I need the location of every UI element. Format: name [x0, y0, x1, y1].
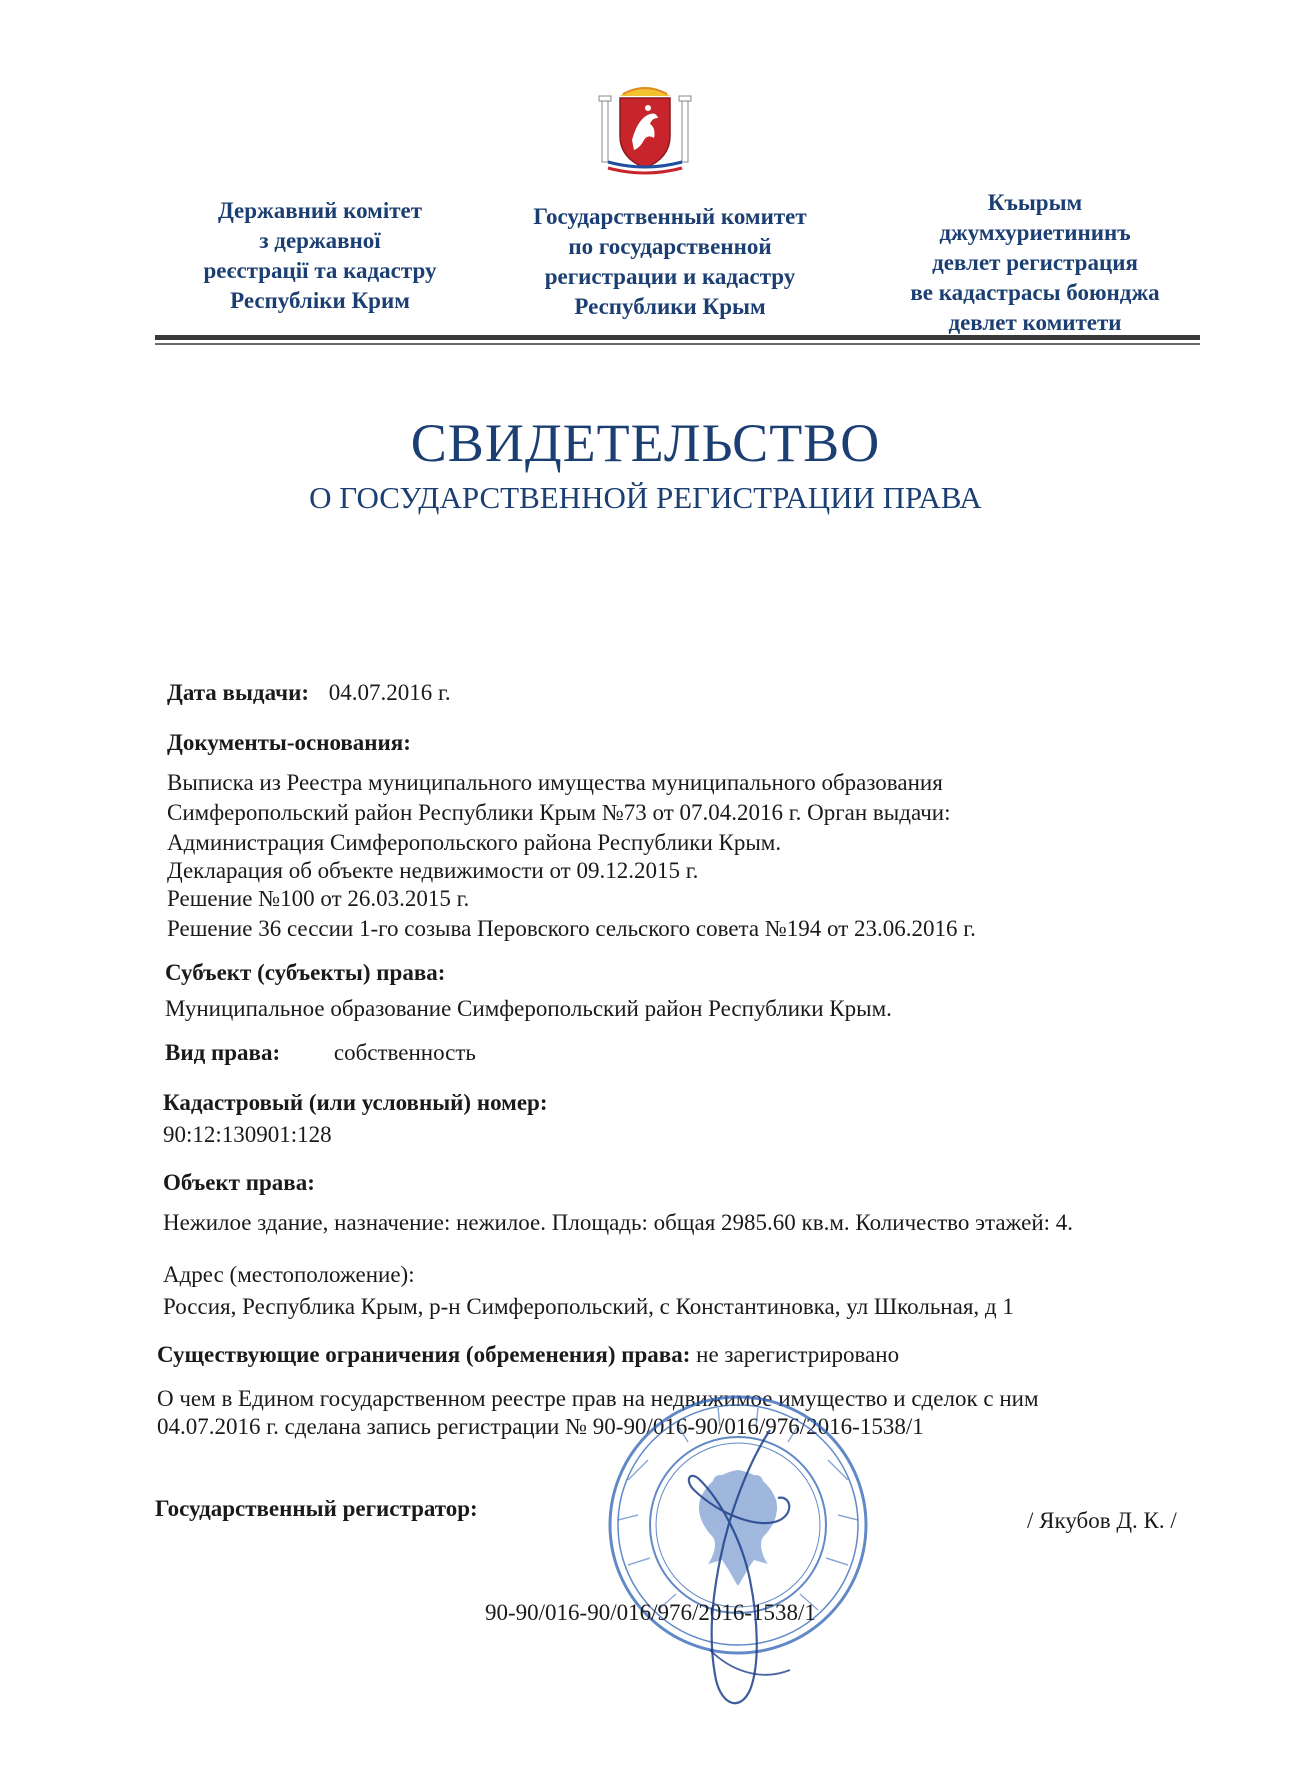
document-title: СВИДЕТЕЛЬСТВО [410, 413, 881, 473]
org-name-crimean-tatar: Къырым джумхуриетининъ девлет регистрация ве кадастрасы боюнджа девлет комитети [910, 190, 1160, 335]
address-label: Адрес (местоположение): [163, 1262, 415, 1287]
documents-line: Симферопольский район Республики Крым №73 от 07.04.2016 г. Орган выдачи: [167, 800, 951, 825]
documents-label: Документы-основания: [167, 730, 411, 755]
restrictions-value: не зарегистрировано [696, 1342, 900, 1367]
documents-line: Решение №100 от 26.03.2015 г. [167, 886, 470, 911]
documents-line: Администрация Симферопольского района Республики Крым. [167, 830, 782, 855]
cadastral-label: Кадастровый (или условный) номер: [163, 1090, 548, 1115]
document-subtitle: О ГОСУДАРСТВЕННОЙ РЕГИСТРАЦИИ ПРАВА [309, 480, 982, 515]
right-type [165, 1040, 476, 1066]
registrar-name: / Якубов Д. К. / [1027, 1508, 1177, 1533]
restrictions-label: Существующие ограничения (обременения) права: [157, 1342, 691, 1367]
registrar-signature-icon [650, 1420, 820, 1720]
crimea-coat-of-arms-icon [590, 78, 700, 178]
documents-line: Выписка из Реестра муниципального имущества муниципального образования [167, 770, 943, 795]
documents-line: Решение 36 сессии 1-го созыва Перовского сельского совета №194 от 23.06.2016 г. [167, 916, 976, 941]
issue-date-value: 04.07.2016 г. [328, 680, 451, 705]
right-type-value: собственность [333, 1040, 476, 1065]
cadastral-value: 90:12:130901:128 [163, 1122, 332, 1147]
subject-label: Субъект (субъекты) права: [165, 960, 446, 985]
object-value: Нежилое здание, назначение: нежилое. Площадь: общая 2985.60 кв.м. Количество этажей: 4. [163, 1210, 1074, 1235]
header-divider [155, 335, 1200, 340]
right-type-label: Вид права: [165, 1040, 281, 1065]
issue-date-label: Дата выдачи: [167, 680, 310, 705]
registrar-label: Государственный регистратор: [155, 1496, 478, 1521]
restrictions [157, 1342, 899, 1368]
footer-record-number: 90-90/016-90/016/976/2016-1538/1 [485, 1600, 816, 1625]
issue-date [167, 680, 451, 706]
org-name-ukrainian: Державний комітет з державної реєстрації та кадастру Республіки Крим [203, 198, 437, 313]
documents-line: Декларация об объекте недвижимости от 09.12.2015 г. [167, 858, 699, 883]
record-line: 04.07.2016 г. сделана запись регистрации № 90-90/016-90/016/976/2016-1538/1 [157, 1414, 924, 1439]
object-label: Объект права: [163, 1170, 315, 1195]
address-value: Россия, Республика Крым, р-н Симферопольский, с Константиновка, ул Школьная, д 1 [163, 1294, 1014, 1319]
header-divider-thin [155, 343, 1200, 345]
org-name-russian: Государственный комитет по государственной регистрации и кадастру Республики Крым [533, 204, 807, 319]
subject-value: Муниципальное образование Симферопольский район Республики Крым. [165, 996, 892, 1021]
record-line: О чем в Едином государственном реестре прав на недвижимое имущество и сделок с ним [157, 1386, 1039, 1411]
